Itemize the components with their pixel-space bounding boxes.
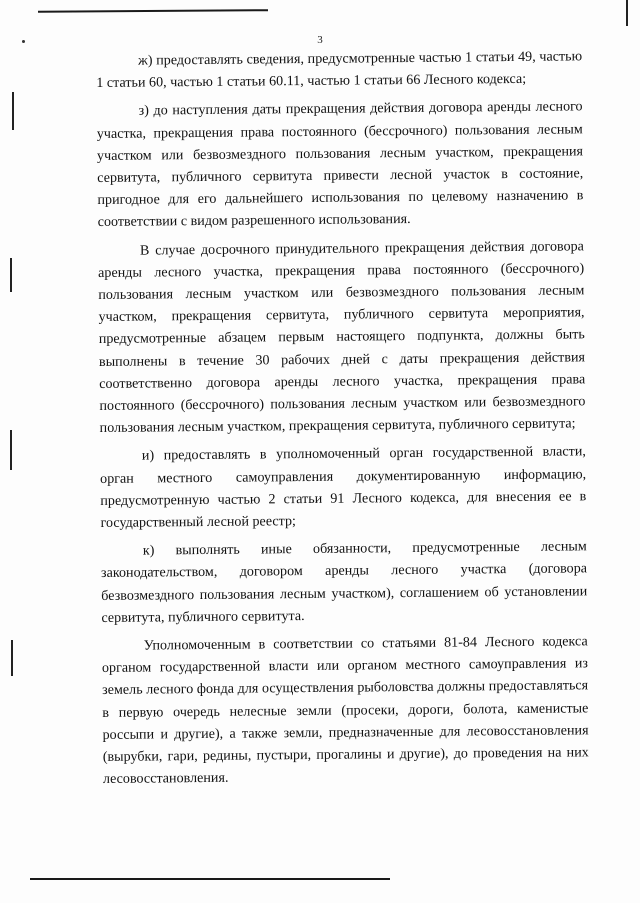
left-edge-mark <box>11 640 13 676</box>
left-edge-mark <box>10 430 12 470</box>
top-scan-line <box>38 9 268 13</box>
right-edge-mark <box>626 0 628 26</box>
paragraph-k: к) выполнять иные обязанности, предусмотренные лесным законодательством, договором аренды лесного участка (договора безвозмездного пользования лесным участком), соглашением об установлении сервитута, публичного сервитута. <box>100 538 588 626</box>
paragraph-authorized-body: Уполномоченным в соответствии со статьями 81-84 Лесного кодекса органом государственной власти или органом местного самоуправления из земель лесного фонда для осуществления рыболовства должны предоставляться в первую очередь нелесные земли (просеки, дороги, болота, каменистые россыпи и другие), а также земли, предназначенные для лесовосстановления (вырубки, гари, редины, пустыри, прогалины и другие), до проведения на них лесовосстановления. <box>101 633 589 788</box>
left-edge-mark <box>10 258 12 292</box>
paragraph-z: з) до наступления даты прекращения действия договора аренды лесного участка, прекращения права постоянного (бессрочного) пользования лесным участком или безвозмездного пользования лесным участком, прекращения сервитута, публичного сервитута привести лесной участок в состояние, пригодное для его дальнейшего использования по целевому назначению в соответствии с видом разрешенного использования. <box>96 98 584 231</box>
page-number: 3 <box>317 34 323 46</box>
paragraph-i: и) предоставлять в уполномоченный орган государственной власти, орган местного самоуправления документированную информацию, предусмотренную частью 2 статьи 91 Лесного кодекса, для внесения ее в государственный лесной реестр; <box>100 443 587 532</box>
document-body <box>96 45 589 790</box>
paragraph-early-termination: В случае досрочного принудительного прекращения действия договора аренды лесного участка, прекращения права постоянного (бессрочного) пользования лесным участком или безвозмездного пользования лесным участком, прекращения сервитута, публичного сервитута мероприятия, предусмотренные абзацем первым настоящего подпункта, должны быть выполнены в течение 30 рабочих дней с даты прекращения действия соответственно договора аренды лесного участка, прекращения права постоянного (бессрочного) пользования лесным участком или безвозмездного пользования лесным участком, прекращения сервитута, публичного сервитута; <box>98 237 586 437</box>
left-edge-mark <box>12 92 14 130</box>
bottom-scan-line <box>30 878 390 880</box>
paragraph-zh: ж) предоставлять сведения, предусмотренные частью 1 статьи 49, частью 1 статьи 60, частью 1 статьи 60.11, частью 1 статьи 66 Лесного кодекса; <box>96 48 583 92</box>
